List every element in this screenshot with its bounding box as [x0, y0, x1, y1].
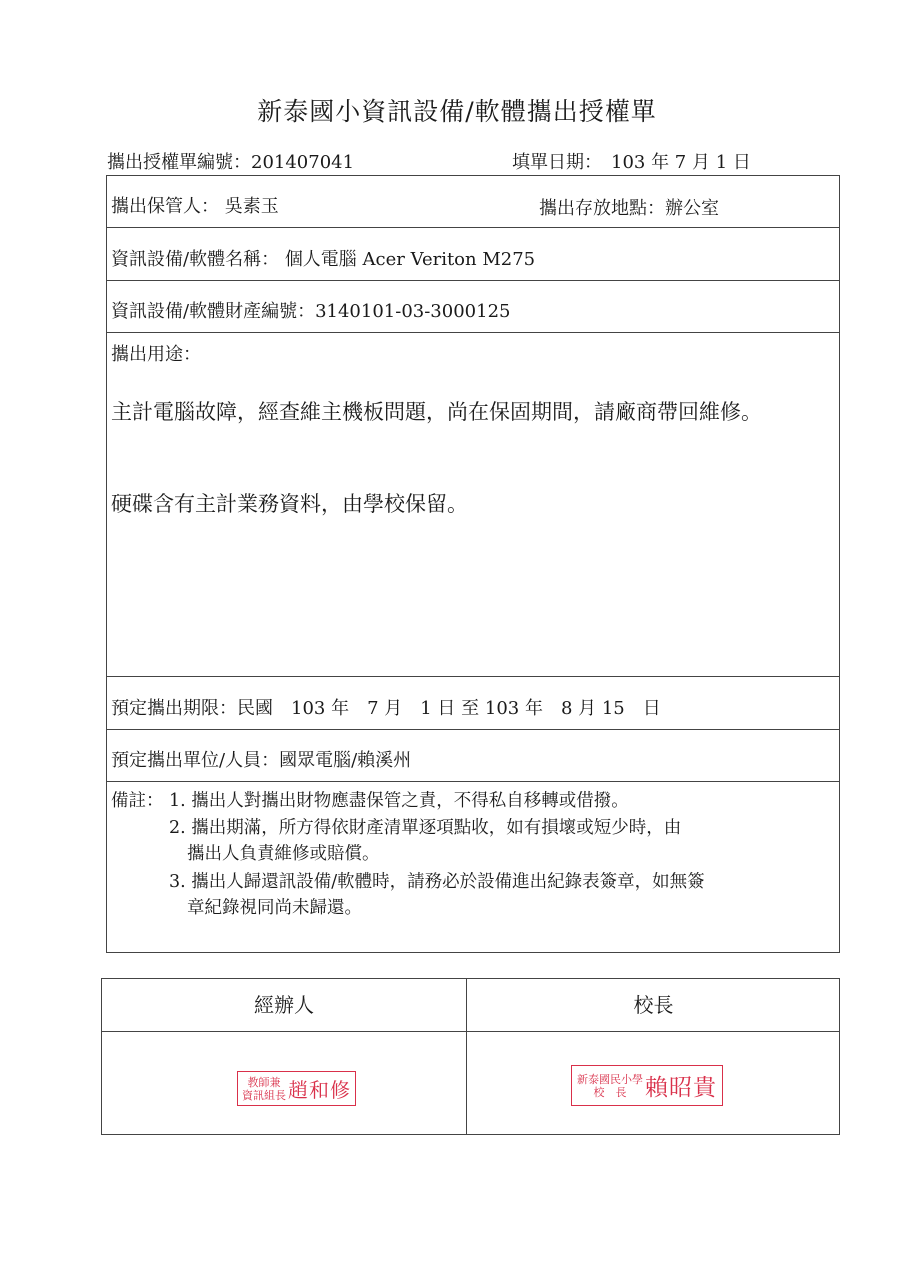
row-divider: [107, 729, 839, 730]
handler-seal-title: 教師兼 資訊組長: [242, 1075, 286, 1102]
row-divider: [107, 676, 839, 677]
principal-header: 校長: [633, 993, 674, 1017]
row-divider: [107, 280, 839, 281]
form-number-label: 攜出授權單編號：: [107, 152, 251, 173]
location-row: [539, 194, 719, 220]
unit-value: 國眾電腦/賴溪州: [279, 750, 412, 771]
device-name-value: 個人電腦 Acer Veriton M275: [284, 249, 536, 270]
principal-seal: [571, 1065, 723, 1106]
note-1: 1. 攜出人對攜出財物應盡保管之責，不得私自移轉或借撥。: [169, 791, 629, 811]
row-divider: [107, 227, 839, 228]
form-title: 新泰國小資訊設備/軟體攜出授權單: [257, 97, 657, 126]
principal-seal-name: 賴昭貴: [645, 1075, 717, 1101]
handler-header: 經辦人: [254, 993, 314, 1017]
keeper-label: 攜出保管人：: [111, 196, 219, 217]
asset-number-value: 3140101-03-3000125: [315, 301, 511, 322]
principal-seal-title: 新泰國民小學 校 長: [577, 1072, 643, 1099]
unit-row: [111, 746, 411, 772]
keeper-row: [111, 192, 279, 218]
purpose-label: 攜出用途：: [111, 344, 201, 365]
form-number-value: 201407041: [251, 152, 355, 173]
location-label: 攜出存放地點：: [539, 198, 665, 219]
device-name-label: 資訊設備/軟體名稱：: [111, 249, 280, 270]
period-value: 民國 103 年 7 月 1 日 至 103 年 8 月 15 日: [237, 698, 661, 719]
main-form-table: [106, 175, 840, 953]
form-number: [107, 148, 354, 174]
purpose-paragraph-2: 硬碟含有主計業務資料，由學校保留。: [111, 492, 468, 516]
purpose-paragraph-1: 主計電腦故障，經查維主機板問題，尚在保固期間，請廠商帶回維修。: [111, 400, 762, 424]
note-3-line-2: 章紀錄視同尚未歸還。: [187, 898, 362, 918]
unit-label: 預定攜出單位/人員：: [111, 750, 280, 771]
device-name-row: [111, 245, 535, 271]
column-divider: [466, 979, 467, 1134]
note-3-line-1: 3. 攜出人歸還訊設備/軟體時，請務必於設備進出紀錄表簽章，如無簽: [169, 872, 705, 892]
asset-number-row: [111, 297, 510, 323]
fill-date: 填單日期： 103 年 7 月 1 日: [512, 152, 751, 173]
row-divider: [107, 781, 839, 782]
asset-number-label: 資訊設備/軟體財產編號：: [111, 301, 316, 322]
notes-label: 備註：: [111, 791, 164, 811]
period-row: [111, 694, 661, 720]
note-2-line-2: 攜出人負責維修或賠償。: [187, 844, 380, 864]
row-divider: [102, 1031, 839, 1032]
period-label: 預定攜出期限：: [111, 698, 237, 719]
signature-table: [101, 978, 840, 1135]
handler-seal-name: 趙和修: [288, 1078, 351, 1102]
note-2-line-1: 2. 攜出期滿，所方得依財產清單逐項點收，如有損壞或短少時，由: [169, 818, 682, 838]
keeper-value: 吳素玉: [224, 196, 279, 217]
row-divider: [107, 332, 839, 333]
handler-seal: [237, 1071, 356, 1106]
location-value: 辦公室: [665, 198, 719, 219]
